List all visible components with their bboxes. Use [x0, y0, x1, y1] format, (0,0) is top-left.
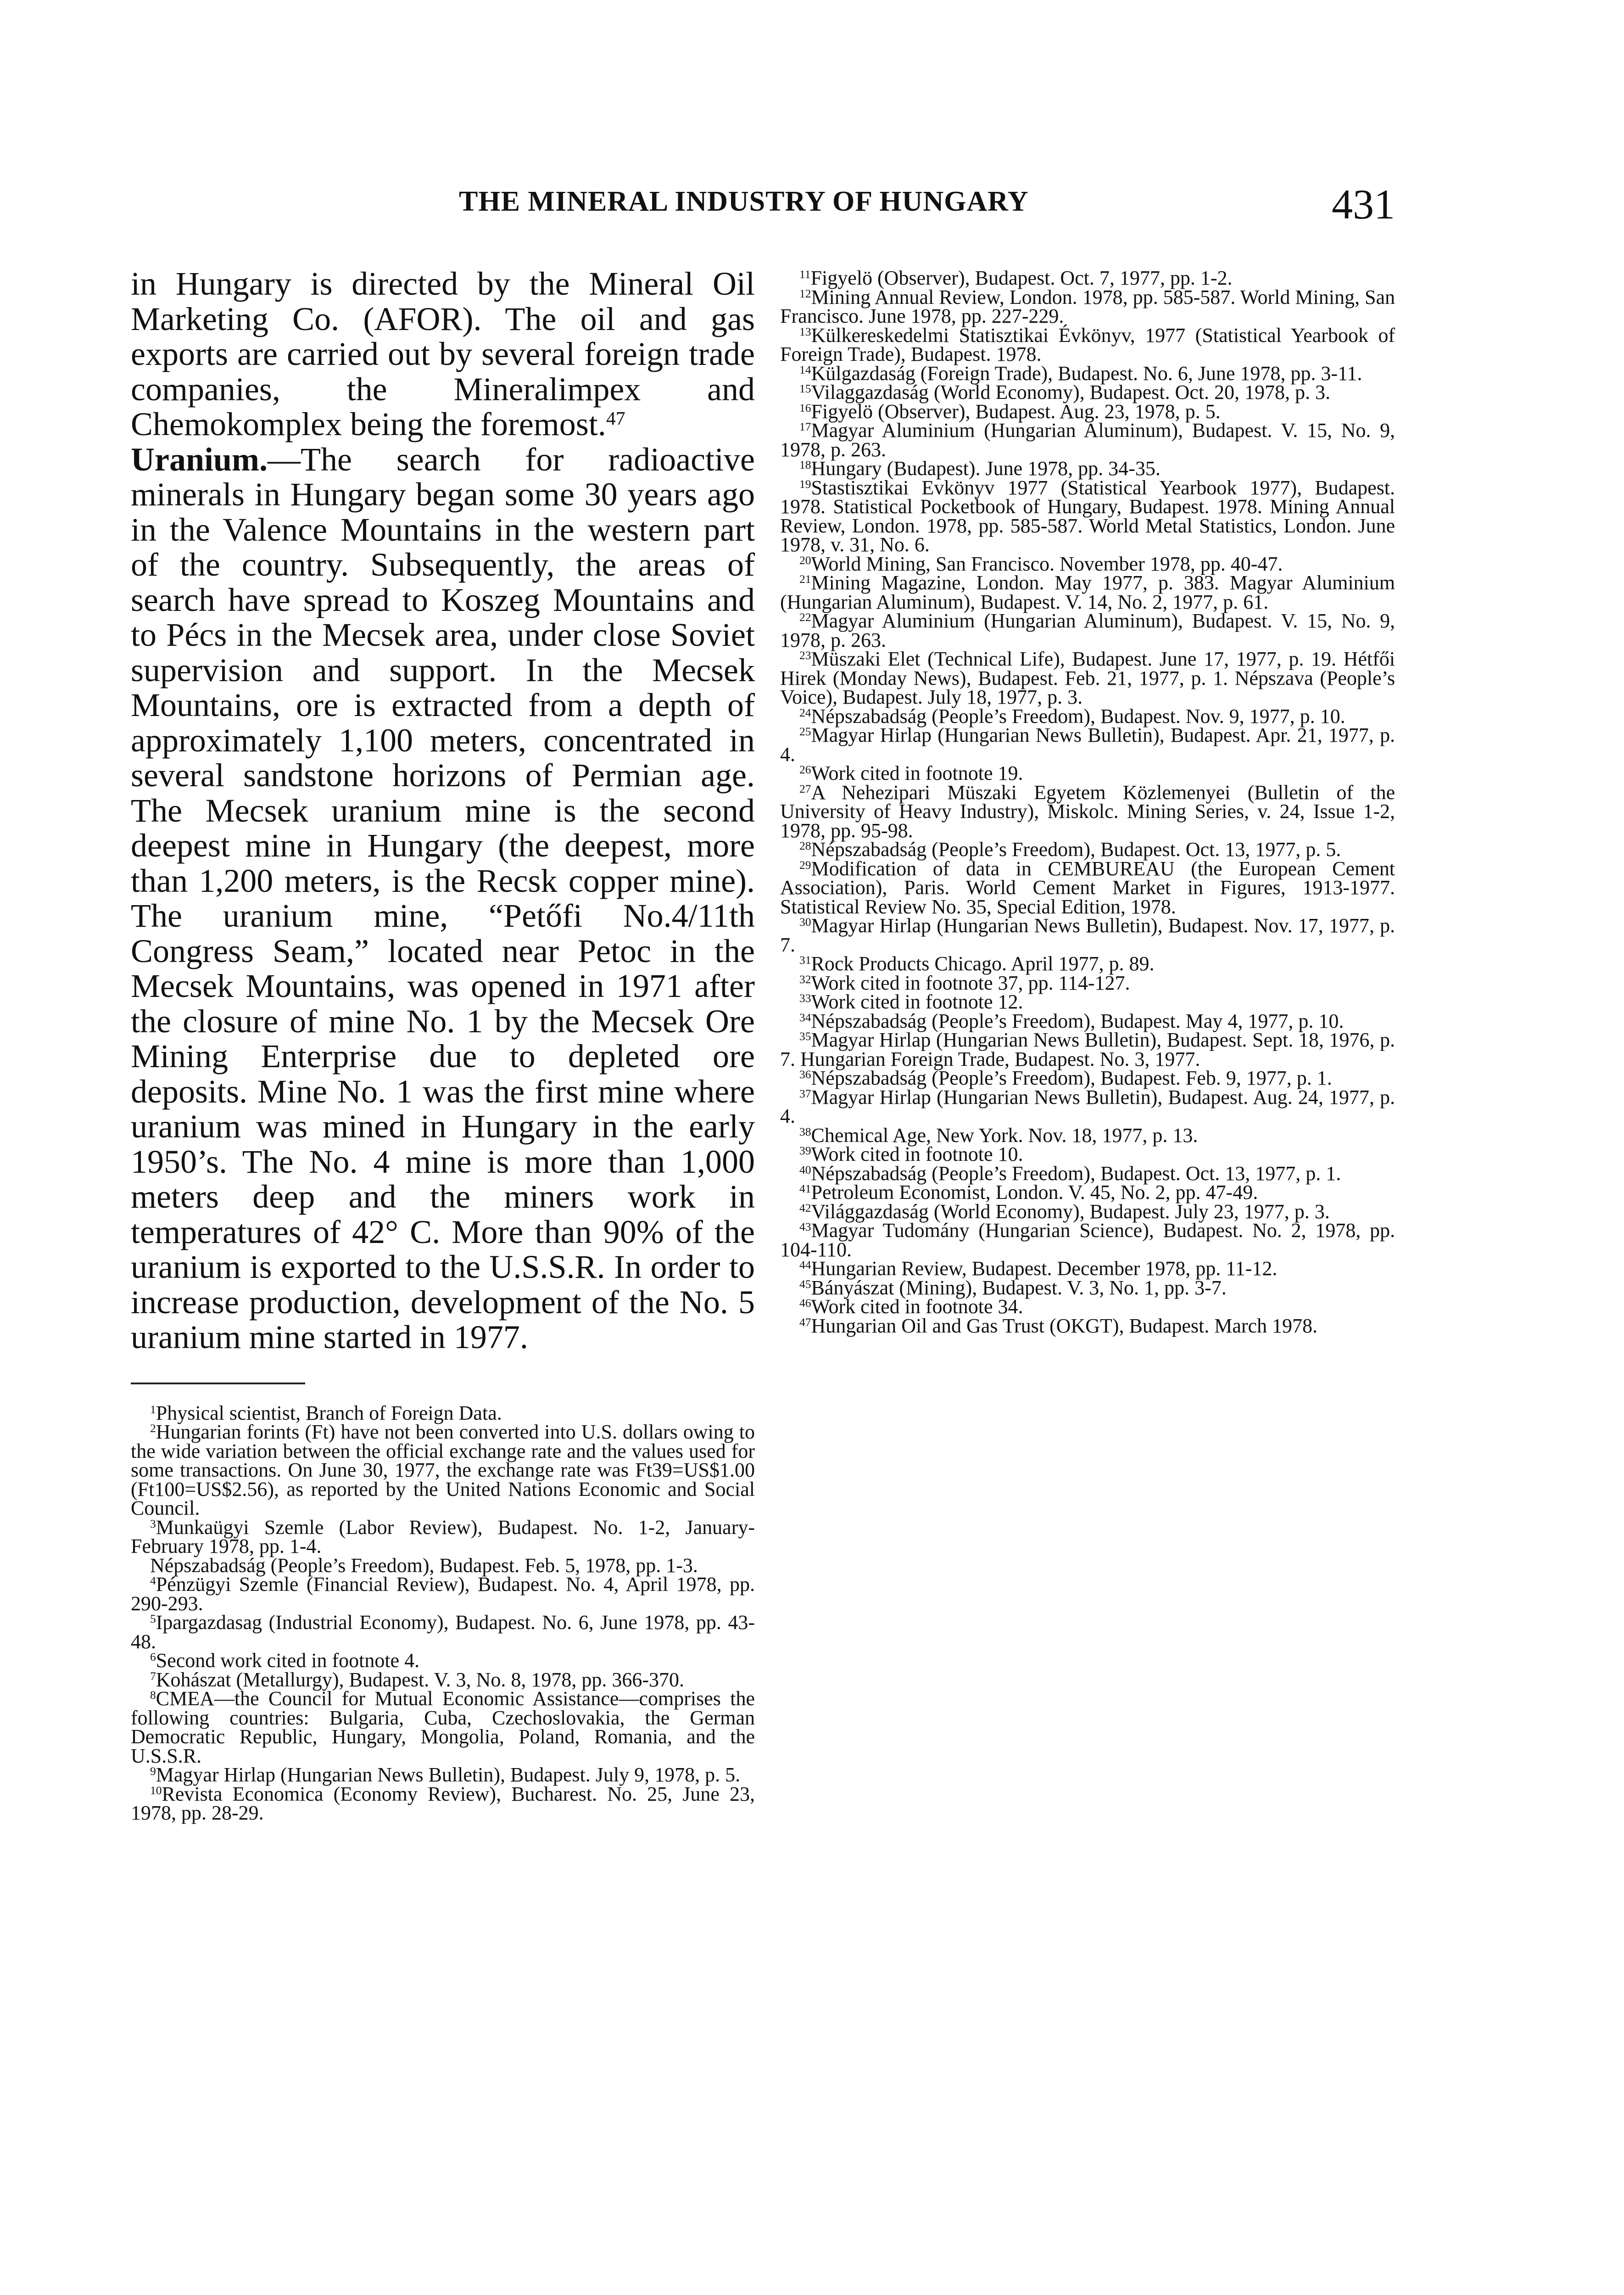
note-number: 26 [799, 762, 811, 776]
footnote-ref: 47 [606, 408, 625, 430]
note-text: Work cited in footnote 12. [811, 991, 1023, 1013]
note-text: Mining Magazine, London. May 1977, p. 383. Magyar Aluminium (Hungarian Aluminum), Budapest. V. 14, No. 2, 1977, p. 61. [780, 571, 1395, 613]
note-text: Magyar Aluminium (Hungarian Aluminum), Budapest. V. 15, No. 9, 1978, p. 263. [780, 610, 1395, 651]
note-number: 1 [150, 1402, 156, 1416]
note-item [780, 383, 1395, 402]
note-number: 38 [799, 1125, 811, 1138]
note-number: 9 [150, 1764, 156, 1778]
note-item [780, 783, 1395, 840]
note-number: 46 [799, 1296, 811, 1310]
note-number: 29 [799, 858, 811, 872]
note-text: Vilaggazdaság (World Economy), Budapest. Oct. 20, 1978, p. 3. [811, 381, 1330, 403]
note-text: Külkereskedelmi Statisztikai Évkönyv, 1977 (Statistical Yearbook of Foreign Trade), Budapest. 1978. [780, 324, 1395, 365]
note-item [131, 1782, 755, 1824]
note-number: 22 [799, 610, 811, 624]
note-item [780, 1202, 1395, 1221]
note-number: 44 [799, 1258, 811, 1271]
note-number: 37 [799, 1086, 811, 1100]
note-text: Magyar Aluminium (Hungarian Aluminum), Budapest. V. 15, No. 9, 1978, p. 263. [780, 419, 1395, 461]
note-number: 8 [150, 1688, 156, 1702]
note-text: Rock Products Chicago. April 1977, p. 89. [811, 952, 1155, 975]
note-number: 7 [150, 1669, 156, 1683]
note-number: 16 [799, 401, 811, 414]
note-text: Müszaki Elet (Technical Life), Budapest. June 17, 1977, p. 19. Hétfői Hirek (Monday News), Budapest. Feb. 21, 1977, p. 1. Népszava (People’s Voice), Budapest. July 18, 1977, p. 3. [780, 648, 1395, 708]
note-item [780, 1126, 1395, 1145]
note-text: Magyar Hirlap (Hungarian News Bulletin), Budapest. July 9, 1978, p. 5. [156, 1763, 741, 1786]
note-number: 27 [799, 782, 811, 795]
note-item [780, 1259, 1395, 1278]
note-number: 32 [799, 972, 811, 986]
note-text: CMEA—the Council for Mutual Economic Assistance—comprises the following countries: Bulgaria, Cuba, Czechoslovakia, the German Democratic Republic, Hungary, Mongolia, Poland, Romania, and the U.S.S.R. [131, 1687, 755, 1767]
note-item [780, 573, 1395, 611]
section-run-in-heading: Uranium. [131, 441, 268, 478]
note-item [780, 1316, 1395, 1336]
body-paragraph-uranium [131, 442, 755, 1355]
note-item [131, 1651, 755, 1670]
note-item [131, 1575, 755, 1613]
note-text: Hungary (Budapest). June 1978, pp. 34-35. [811, 457, 1161, 480]
note-text: Stastisztikai Evkönyv 1977 (Statistical Yearbook 1977), Budapest. 1978. Statistical Pocketbook of Hungary, Budapest. 1978. Mining Annual Review, London. 1978, pp. 585-587. World Metal Statistics, London. June 1978, v. 31, No. 6. [780, 476, 1395, 556]
note-number: 39 [799, 1143, 811, 1157]
note-item [131, 1613, 755, 1651]
note-number: 18 [799, 458, 811, 471]
note-text: Népszabadság (People’s Freedom), Budapest. May 4, 1977, p. 10. [811, 1009, 1344, 1032]
note-text: A Nehezipari Müszaki Egyetem Közlemenyei (Bulletin of the University of Heavy Industry), Miskolc. Mining Series, v. 24, Issue 1-2, 1978, pp. 95-98. [780, 781, 1395, 842]
note-item [780, 916, 1395, 954]
note-number: 42 [799, 1201, 811, 1215]
note-item [131, 1689, 755, 1765]
note-number: 31 [799, 953, 811, 967]
note-text: Világgazdaság (World Economy), Budapest. July 23, 1977, p. 3. [811, 1200, 1330, 1223]
note-item [780, 764, 1395, 783]
note-number: 12 [799, 286, 811, 300]
note-text: Bányászat (Mining), Budapest. V. 3, No. 1, pp. 3-7. [811, 1276, 1227, 1299]
note-number: 6 [150, 1650, 156, 1663]
note-item [780, 1088, 1395, 1126]
note-number: 25 [799, 724, 811, 738]
note-text: Work cited in footnote 10. [811, 1143, 1023, 1165]
note-item [780, 1069, 1395, 1088]
references-list [780, 269, 1395, 1335]
note-number: 40 [799, 1163, 811, 1176]
note-number: 47 [799, 1315, 811, 1329]
note-item [780, 478, 1395, 554]
note-text: Physical scientist, Branch of Foreign Data. [156, 1401, 502, 1424]
note-text: Mining Annual Review, London. 1978, pp. 585-587. World Mining, San Francisco. June 1978, pp. 227-229. [780, 285, 1395, 327]
note-text: Work cited in footnote 19. [811, 762, 1023, 784]
note-item [780, 649, 1395, 707]
note-number: 45 [799, 1277, 811, 1291]
note-item [780, 459, 1395, 478]
paragraph-text: —The search for radioactive minerals in Hungary began some 30 years ago in the Valence Mountains in the western part of the country. Subsequently, the areas of search have spread to Koszeg Mountains and to Pécs in the Mecsek area, under close Soviet supervision and support. In the Mecsek Mountains, ore is extracted from a depth of approximately 1,100 meters, concentrated in several sandstone horizons of Permian age. The Mecsek uranium mine is the second deepest mine in Hungary (the deepest, more than 1,200 meters, is the Recsk copper mine). The uranium mine, “Petőfi No.4/11th Congress Seam,” located near Petoc in the Mecsek Mountains, was opened in 1971 after the closure of mine No. 1 by the Mecsek Ore Mining Enterprise due to depleted ore deposits. Mine No. 1 was the first mine where uranium was mined in Hungary in the early 1950’s. The No. 4 mine is more than 1,000 meters deep and the miners work in temperatures of 42° C. More than 90% of the uranium is exported to the U.S.S.R. In order to increase production, development of the No. 5 uranium mine started in 1977. [131, 441, 755, 1355]
note-text: Népszabadság (People’s Freedom), Budapest. Feb. 5, 1978, pp. 1-3. [150, 1554, 698, 1577]
note-text: Külgazdaság (Foreign Trade), Budapest. No. 6, June 1978, pp. 3-11. [811, 362, 1362, 385]
footnotes-list [131, 1401, 755, 1824]
note-text: Magyar Hirlap (Hungarian News Bulletin), Budapest. Sept. 18, 1976, p. 7. Hungarian Foreign Trade, Budapest. No. 3, 1977. [780, 1029, 1395, 1070]
note-text: Magyar Hirlap (Hungarian News Bulletin), Budapest. Apr. 21, 1977, p. 4. [780, 724, 1395, 766]
note-number: 43 [799, 1220, 811, 1233]
note-number: 14 [799, 363, 811, 376]
note-item [780, 1278, 1395, 1298]
note-item [780, 554, 1395, 574]
note-item [131, 1765, 755, 1785]
note-number: 10 [150, 1783, 162, 1797]
note-text: Hungarian Review, Budapest. December 1978, pp. 11-12. [811, 1257, 1278, 1280]
note-item [780, 707, 1395, 726]
note-number: 15 [799, 381, 811, 395]
note-number: 17 [799, 420, 811, 433]
note-text: Work cited in footnote 34. [811, 1295, 1023, 1318]
left-column [131, 266, 755, 1823]
note-text: Magyar Hirlap (Hungarian News Bulletin), Budapest. Nov. 17, 1977, p. 7. [780, 914, 1395, 956]
note-item [780, 1164, 1395, 1183]
note-text: Népszabadság (People’s Freedom), Budapest. Feb. 9, 1977, p. 1. [811, 1067, 1332, 1089]
note-item [780, 611, 1395, 649]
note-item [780, 1221, 1395, 1259]
note-number: 20 [799, 553, 811, 567]
note-item [131, 1670, 755, 1690]
note-item [780, 992, 1395, 1012]
note-item [780, 402, 1395, 421]
note-item [131, 1422, 755, 1518]
note-text: Hungarian forints (Ft) have not been converted into U.S. dollars owing to the wide variation between the official exchange rate and the values used for some transactions. On June 30, 1977, the exchange rate was Ft39=US$1.00 (Ft100=US$2.56), as reported by the United Nations Economic and Social Council. [131, 1421, 755, 1519]
note-text: Figyelö (Observer), Budapest. Aug. 23, 1978, p. 5. [811, 400, 1221, 423]
note-number: 3 [150, 1517, 156, 1530]
note-item [780, 840, 1395, 859]
note-number: 4 [150, 1573, 156, 1587]
note-number: 33 [799, 991, 811, 1005]
note-text: Kohászat (Metallurgy), Budapest. V. 3, No. 8, 1978, pp. 366-370. [156, 1668, 684, 1691]
note-item [780, 326, 1395, 364]
note-number: 23 [799, 648, 811, 662]
note-text: Népszabadság (People’s Freedom), Budapest. Oct. 13, 1977, p. 5. [811, 838, 1341, 861]
note-item [780, 285, 1395, 327]
body-paragraph-oil-gas [131, 266, 755, 442]
note-number: 28 [799, 839, 811, 852]
note-text: Work cited in footnote 37, pp. 114-127. [811, 971, 1130, 994]
note-number: 19 [799, 477, 811, 491]
note-text: Revista Economica (Economy Review), Bucharest. No. 25, June 23, 1978, pp. 28-29. [131, 1782, 755, 1824]
note-text: Figyelö (Observer), Budapest. Oct. 7, 1977, pp. 1-2. [810, 267, 1233, 289]
note-item [780, 421, 1395, 459]
note-text: Chemical Age, New York. Nov. 18, 1977, p. 13. [811, 1124, 1198, 1147]
note-number: 36 [799, 1067, 811, 1081]
note-text: Ipargazdasag (Industrial Economy), Budapest. No. 6, June 1978, pp. 43-48. [131, 1611, 755, 1653]
note-text: Second work cited in footnote 4. [156, 1649, 420, 1672]
note-item [780, 1009, 1395, 1032]
note-text: Petroleum Economist, London. V. 45, No. 2, pp. 47-49. [811, 1181, 1258, 1203]
note-number: 11 [799, 267, 811, 281]
note-item [780, 364, 1395, 383]
note-number: 30 [799, 915, 811, 929]
note-text: World Mining, San Francisco. November 1978, pp. 40-47. [811, 552, 1283, 575]
note-number: 34 [799, 1010, 811, 1024]
note-text: Modification of data in CEMBUREAU (the European Cement Association), Paris. World Cement Market in Figures, 1913-1977. Statistical Review No. 35, Special Edition, 1978. [780, 857, 1395, 918]
note-item [131, 1401, 755, 1424]
note-text: Munkaügyi Szemle (Labor Review), Budapest. No. 1-2, January-February 1978, pp. 1-4. [131, 1516, 755, 1557]
note-item [131, 1556, 755, 1575]
note-number: 5 [150, 1612, 156, 1625]
note-text: Pénzügyi Szemle (Financial Review), Budapest. No. 4, April 1978, pp. 290-293. [131, 1573, 755, 1615]
note-item [780, 726, 1395, 764]
note-text: Magyar Tudomány (Hungarian Science), Budapest. No. 2, 1978, pp. 104-110. [780, 1219, 1395, 1261]
note-item [780, 1183, 1395, 1202]
note-number: 41 [799, 1181, 811, 1195]
note-item [780, 269, 1395, 288]
note-text: Népszabadság (People’s Freedom), Budapest. Nov. 9, 1977, p. 10. [811, 705, 1345, 728]
note-item [780, 971, 1395, 994]
note-number: 24 [799, 705, 811, 719]
note-number: 13 [799, 325, 811, 338]
note-text: Hungarian Oil and Gas Trust (OKGT), Budapest. March 1978. [811, 1314, 1318, 1337]
footnote-divider [131, 1383, 305, 1384]
note-item [780, 1145, 1395, 1164]
note-number: 35 [799, 1029, 811, 1043]
note-text: Magyar Hirlap (Hungarian News Bulletin), Budapest. Aug. 24, 1977, p. 4. [780, 1086, 1395, 1127]
note-item [780, 1030, 1395, 1069]
note-item [780, 859, 1395, 917]
right-column [780, 269, 1395, 1335]
paragraph-text: in Hungary is directed by the Mineral Oil Marketing Co. (AFOR). The oil and gas exports are carried out by several foreign trade companies, the Mineralimpex and Chemokomplex being the foremost. [131, 265, 755, 442]
note-text: Népszabadság (People’s Freedom), Budapest. Oct. 13, 1977, p. 1. [811, 1162, 1341, 1185]
page-number: 431 [1332, 181, 1395, 228]
running-title: THE MINERAL INDUSTRY OF HUNGARY [459, 186, 1029, 217]
note-item [131, 1518, 755, 1556]
note-number: 21 [799, 572, 811, 586]
note-number: 2 [150, 1421, 156, 1435]
note-item [780, 954, 1395, 974]
note-item [780, 1297, 1395, 1316]
